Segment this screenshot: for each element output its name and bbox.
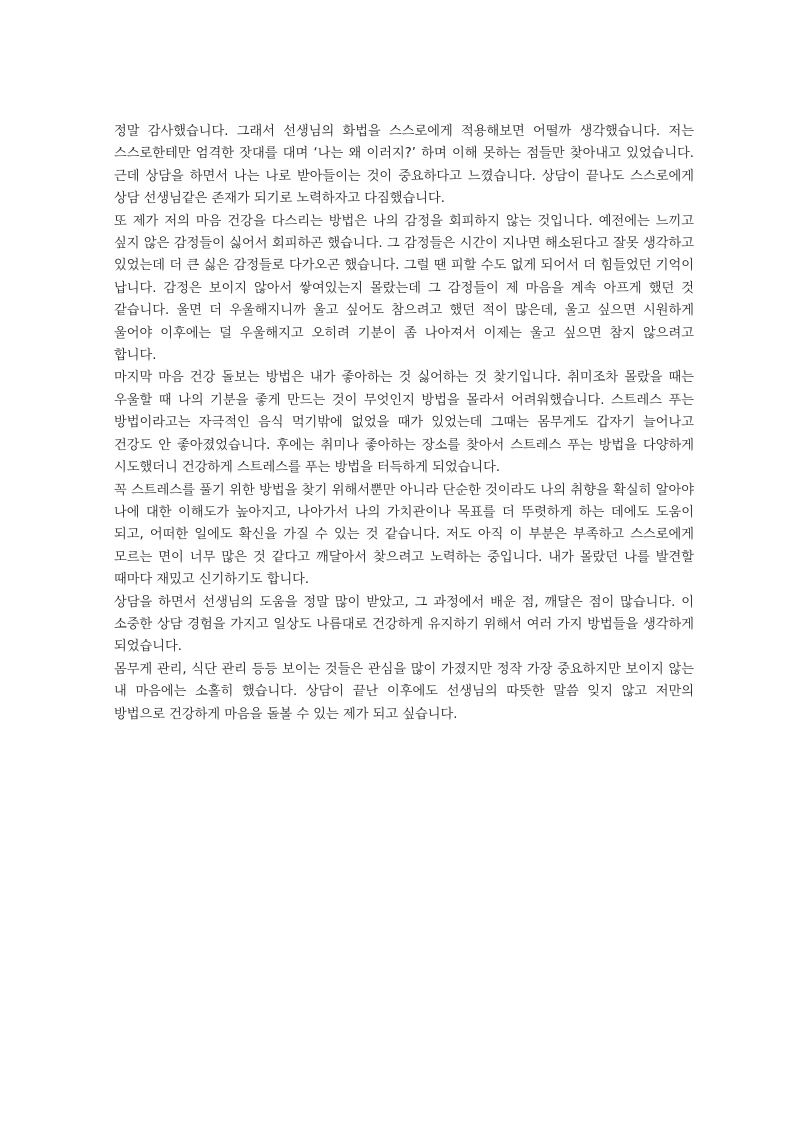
paragraph-2: 또 제가 저의 마음 건강을 다스리는 방법은 나의 감정을 회피하지 않는 것입니다. 예전에는 느끼고 싶지 않은 감정들이 싫어서 회피하곤 했습니다. 그 감정들은 시간이 지나면 해소된다고 잘못 생각하고 있었는데 더 큰 싫은 감정들로 다가오곤 했습니다. 그럴 땐 피할 수도 없게 되어서 더 힘들었던 기억이 납니다. 감정은 보이지 않아서 쌓여있는지 몰랐는데 그 감정들이 제 마음을 계속 아프게 했던 것 같습니다. 울면 더 우울해지니까 울고 싶어도 참으려고 했던 적이 많은데, 울고 싶으면 시원하게 울어야 이후에는 덜 우울해지고 오히려 기분이 좀 나아져서 이제는 울고 싶으면 참지 않으려고 합니다.: [114, 213, 694, 364]
paragraph-3: 마지막 마음 건강 돌보는 방법은 내가 좋아하는 것 싫어하는 것 찾기입니다. 취미조차 몰랐을 때는 우울할 때 나의 기분을 좋게 만드는 것이 무엇인지 방법을 몰라서 어려워했습니다. 스트레스 푸는 방법이라고는 자극적인 음식 먹기밖에 없었을 때가 있었는데 그때는 몸무게도 갑자기 늘어나고 건강도 안 좋아졌었습니다. 후에는 취미나 좋아하는 장소를 찾아서 스트레스 푸는 방법을 다양하게 시도했더니 건강하게 스트레스를 푸는 방법을 터득하게 되었습니다.: [114, 370, 694, 476]
paragraph-6: 몸무게 관리, 식단 관리 등등 보이는 것들은 관심을 많이 가졌지만 정작 가장 중요하지만 보이지 않는 내 마음에는 소홀히 했습니다. 상담이 끝난 이후에도 선생님의 따뜻한 말씀 잊지 않고 저만의 방법으로 건강하게 마음을 돌볼 수 있는 제가 되고 싶습니다.: [114, 661, 694, 722]
paragraph-5: 상담을 하면서 선생님의 도움을 정말 많이 받았고, 그 과정에서 배운 점, 깨달은 점이 많습니다. 이 소중한 상담 경험을 가지고 일상도 나름대로 건강하게 유지하기 위해서 여러 가지 방법들을 생각하게 되었습니다.: [114, 594, 694, 655]
document-body: [114, 121, 694, 726]
paragraph-1: 정말 감사했습니다. 그래서 선생님의 화법을 스스로에게 적용해보면 어떨까 생각했습니다. 저는 스스로한테만 엄격한 잣대를 대며 ‘나는 왜 이러지?’ 하며 이해 못하는 점들만 찾아내고 있었습니다. 근데 상담을 하면서 나는 나로 받아들이는 것이 중요하다고 느꼈습니다. 상담이 끝나도 스스로에게 상담 선생님같은 존재가 되기로 노력하자고 다짐했습니다.: [114, 124, 694, 207]
paragraph-4: 꼭 스트레스를 풀기 위한 방법을 찾기 위해서뿐만 아니라 단순한 것이라도 나의 취향을 확실히 알아야 나에 대한 이해도가 높아지고, 나아가서 나의 가치관이나 목표를 더 뚜렷하게 하는 데에도 도움이 되고, 어떠한 일에도 확신을 가질 수 있는 것 같습니다. 저도 아직 이 부분은 부족하고 스스로에게 모르는 면이 너무 많은 것 같다고 깨달아서 찾으려고 노력하는 중입니다. 내가 몰랐던 나를 발견할 때마다 재밌고 신기하기도 합니다.: [114, 482, 694, 588]
